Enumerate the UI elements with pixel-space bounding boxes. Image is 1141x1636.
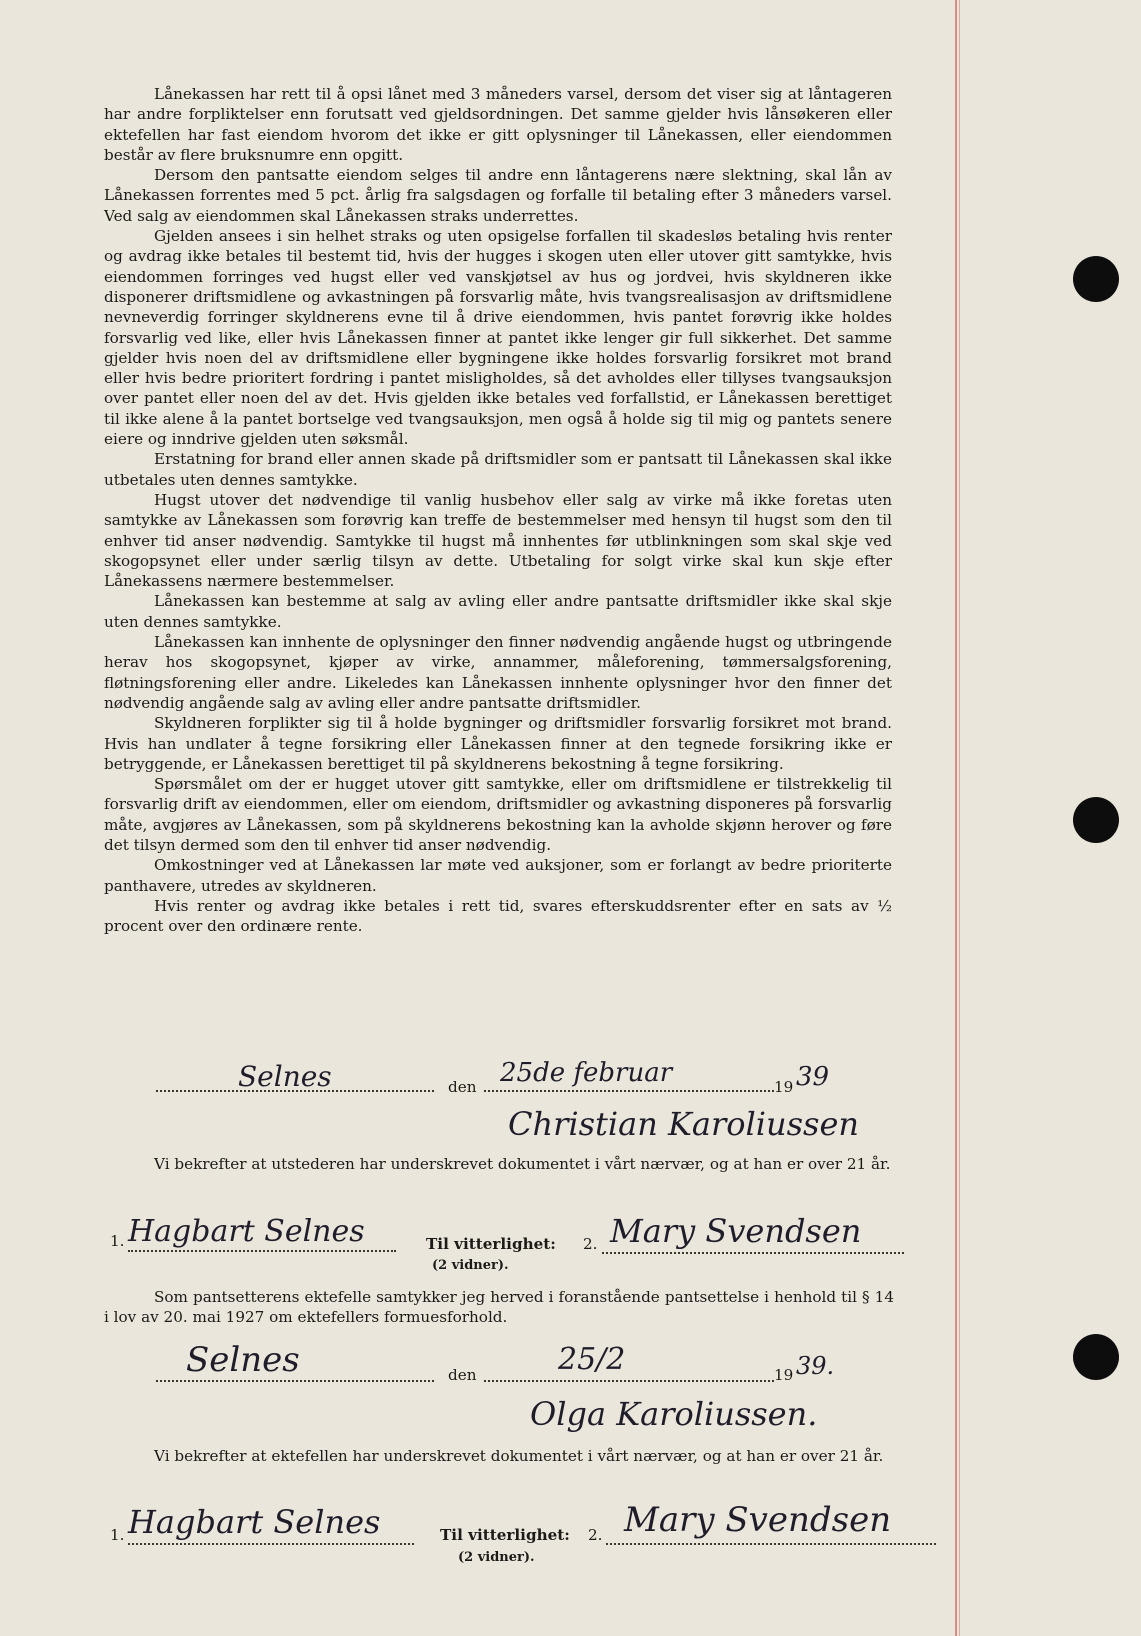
- margin-rule-inner: [959, 0, 960, 1636]
- paragraph: Spørsmålet om der er hugget utover gitt samtykke, eller om driftsmidlene er tilstrekkelig til forsvarlig drift av eiendommen, eller om eiendom, driftsmidler og avkastning disponeres på forsvarlig måte, avgjøres av Lånekassen, som på skyldnerens bekostning kan la avholde skjønn herover og føre det tilsyn dermed som den til enhver tid anser nødvendig.: [104, 775, 892, 854]
- attestation-2: [104, 1446, 894, 1466]
- paragraph: Hugst utover det nødvendige til vanlig husbehov eller salg av virke må ikke foretas uten samtykke av Lånekassen som forøvrig kan treffe de bestemmelser med hensyn til hugst som den til enhver tid anser nødvendig. Samtykke til hugst må innhentes før utblinkningen som skal skje ved skogopsynet eller under særlig tilsyn av dette. Utbetaling for solgt virke skal kun skje efter Lånekassens nærmere bestemmelser.: [104, 490, 892, 591]
- den-label: den: [448, 1078, 477, 1096]
- spouse-consent: [104, 1287, 894, 1328]
- witness-signature: Mary Svendsen: [610, 1212, 862, 1250]
- witness-signature: Hagbart Selnes: [128, 1503, 381, 1541]
- paragraph: Skyldneren forplikter sig til å holde bygninger og driftsmidler forsvarlig forsikret mot brand. Hvis han undlater å tegne forsikring eller Lånekassen finner at den tegnede forsikring ikke er betryggende, er Lånekassen berettiget til på skyldnerens bekostning å tegne forsikring.: [104, 714, 892, 773]
- year-handwritten: 39.: [796, 1352, 835, 1380]
- vidner-note: (2 vidner).: [432, 1258, 509, 1273]
- witness-number: 1.: [110, 1526, 125, 1544]
- year-handwritten: 39: [796, 1062, 830, 1092]
- attestation-text: Vi bekrefter at ektefellen har underskrevet dokumentet i vårt nærvær, og at han er over 21 år.: [154, 1447, 884, 1465]
- signer-signature: Olga Karoliussen.: [530, 1395, 818, 1433]
- paragraph: Lånekassen har rett til å opsi lånet med 3 måneders varsel, dersom det viser sig at låntageren har andre forpliktelser enn forutsatt ved gjeldsordningen. Det samme gjelder hvis lånsøkeren eller ektefellen har fast eiendom hvorom det ikke er gitt oplysninger til Lånekassen, eller eiendommen består av flere bruksnumre enn opgitt.: [104, 85, 892, 164]
- date-handwritten: 25de februar: [500, 1058, 673, 1088]
- year-prefix: 19: [774, 1078, 794, 1096]
- paragraph: Erstatning for brand eller annen skade på driftsmidler som er pantsatt til Lånekassen skal ikke utbetales uten dennes samtykke.: [104, 450, 892, 489]
- signer-signature: Christian Karoliussen: [508, 1105, 860, 1143]
- dotted-line: [484, 1380, 774, 1382]
- witness-number: 1.: [110, 1232, 125, 1250]
- witness-signature: Mary Svendsen: [624, 1500, 892, 1540]
- dotted-line: [156, 1380, 434, 1382]
- paragraph: Lånekassen kan innhente de oplysninger den finner nødvendig angående hugst og utbringende herav hos skogopsynet, kjøper av virke, annammer, måleforening, tømmersalgsforening, fløtningsforening eller andre. Likeledes kan Lånekassen innhente oplysninger hvor den finner det nødvendig angående salg av avling eller andre pantsatte driftsmidler.: [104, 633, 892, 712]
- paragraph: Omkostninger ved at Lånekassen lar møte ved auksjoner, som er forlangt av bedre prioriterte panthavere, utredes av skyldneren.: [104, 856, 892, 895]
- paragraph: Dersom den pantsatte eiendom selges til andre enn låntagerens nære slektning, skal lån av Lånekassen forrentes med 5 pct. årlig fra salgsdagen og forfalle til betaling efter 3 måneders varsel. Ved salg av eiendommen skal Lånekassen straks underrettes.: [104, 166, 892, 225]
- witness-number: 2.: [588, 1526, 603, 1544]
- dotted-line: [484, 1090, 774, 1092]
- witness-signature: Hagbart Selnes: [128, 1214, 365, 1249]
- paragraph: Lånekassen kan bestemme at salg av avling eller andre pantsatte driftsmidler ikke skal skje uten dennes samtykke.: [104, 592, 892, 631]
- margin-rule: [955, 0, 957, 1636]
- paragraph: Hvis renter og avdrag ikke betales i rett tid, svares efterskuddsrenter efter en sats av ½ procent over den ordinære rente.: [104, 896, 892, 936]
- consent-text: Som pantsetterens ektefelle samtykker jeg herved i foranstående pantsettelse i henhold til § 14 i lov av 20. mai 1927 om ektefellers formuesforhold.: [104, 1288, 894, 1327]
- dotted-line: [128, 1543, 414, 1545]
- til-vitterlighet-label: Til vitterlighet:: [426, 1235, 556, 1253]
- place-handwritten: Selnes: [186, 1340, 300, 1380]
- punch-hole: [1073, 256, 1119, 302]
- attestation-text: Vi bekrefter at utstederen har underskrevet dokumentet i vårt nærvær, og at han er over 21 år.: [154, 1155, 891, 1173]
- vidner-note: (2 vidner).: [458, 1550, 535, 1565]
- place-handwritten: Selnes: [238, 1060, 332, 1093]
- dotted-line: [606, 1543, 936, 1545]
- paragraph: Gjelden ansees i sin helhet straks og uten opsigelse forfallen til skadesløs betaling hvis renter og avdrag ikke betales til bestemt tid, hvis der hugges i skogen uten eller utover gitt samtykke, hvis eiendommen forringes ved hugst eller ved vanskjøtsel av hus og jordvei, hvis skyldneren ikke disponerer driftsmidlene og avkastningen på forsvarlig måte, hvis tvangsrealisasjon av driftsmidlene nevneverdig forringer skyldnerens evne til å drive eiendommen, hvis pantet forøvrig ikke holdes forsvarlig ved like, eller hvis Lånekassen finner at pantet ikke lenger gir full sikkerhet. Det samme gjelder hvis noen del av driftsmidlene eller bygningene ikke holdes forsvarlig forsikret mot brand eller hvis bedre prioritert fordring i pantet misligholdes, så det avholdes eller tillyses tvangsauksjon over pantet eller noen del av det. Hvis gjelden ikke betales ved forfallstid, er Lånekassen berettiget til ikke alene å la pantet bortselge ved tvangsauksjon, men også å holde sig til mig og pantets senere eiere og inndrive gjelden uten søksmål.: [104, 227, 892, 449]
- punch-hole: [1073, 797, 1119, 843]
- loan-terms-text: [104, 84, 892, 936]
- den-label: den: [448, 1366, 477, 1384]
- witness-number: 2.: [583, 1235, 598, 1253]
- year-prefix: 19: [774, 1366, 794, 1384]
- til-vitterlighet-label: Til vitterlighet:: [440, 1526, 570, 1544]
- dotted-line: [602, 1252, 904, 1254]
- attestation-1: [104, 1154, 894, 1174]
- dotted-line: [128, 1250, 396, 1252]
- punch-hole: [1073, 1334, 1119, 1380]
- date-handwritten: 25/2: [558, 1342, 626, 1377]
